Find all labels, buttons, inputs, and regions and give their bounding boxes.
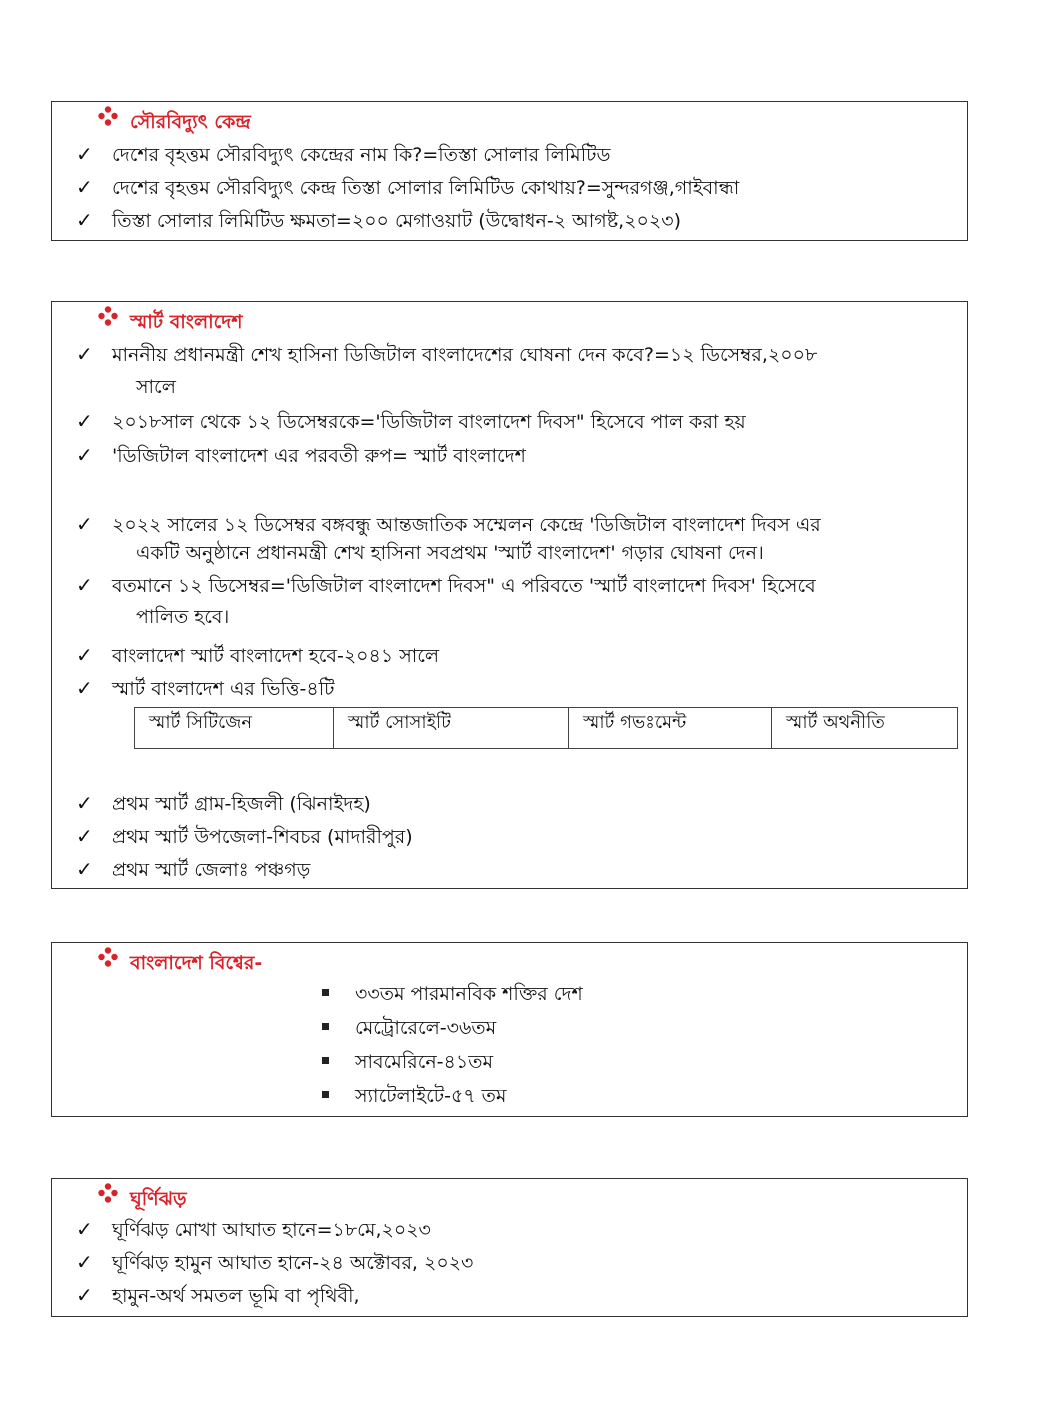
section-solar	[51, 101, 968, 241]
item-text: দেশের বৃহত্তম সৌরবিদ্যুৎ কেন্দ্র তিস্তা সোলার লিমিটিড কোথায়?=সুন্দরগঞ্জ,গাইবান্ধা	[112, 177, 740, 199]
list-item	[76, 821, 413, 852]
item-text: স্যাটেলাইটে-৫৭ তম	[355, 1085, 507, 1107]
item-text: ২০১৮সাল থেকে ১২ ডিসেম্বরকে='ডিজিটাল বাংলাদেশ দিবস" হিসেবে পাল করা হয়	[112, 411, 746, 433]
list-item	[76, 406, 746, 437]
checkmark-icon: ✓	[76, 1217, 93, 1241]
list-item	[76, 673, 335, 704]
item-text: ঘূর্ণিঝড় হামুন আঘাত হানে-২৪ অক্টোবর, ২০২৩	[112, 1252, 474, 1274]
checkmark-icon: ✓	[76, 175, 93, 199]
item-continuation: একটি অনুষ্ঠানে প্রধানমন্ত্রী শেখ হাসিনা সবপ্রথম 'স্মার্ট বাংলাদেশ' গড়ার ঘোষনা দেন।	[136, 542, 764, 564]
item-text: মাননীয় প্রধানমন্ত্রী শেখ হাসিনা ডিজিটাল বাংলাদেশের ঘোষনা দেন কবে?=১২ ডিসেম্বর,২০০৮	[112, 344, 818, 366]
checkmark-icon: ✓	[76, 1283, 93, 1307]
item-text: সাবমেরিনে-৪১তম	[355, 1051, 494, 1073]
square-bullet-icon	[322, 1091, 329, 1098]
checkmark-icon: ✓	[76, 857, 93, 881]
table-cell: স্মার্ট অথনীতি	[772, 708, 958, 749]
section-heading	[98, 1185, 187, 1211]
checkmark-icon: ✓	[76, 676, 93, 700]
heading-text: স্মার্ট বাংলাদেশ	[130, 311, 243, 333]
item-text: 'ডিজিটাল বাংলাদেশ এর পরবতী রুপ= স্মার্ট বাংলাদেশ	[112, 445, 526, 467]
item-text: ৩৩তম পারমানবিক শক্তির দেশ	[355, 983, 583, 1005]
item-text: হামুন-অর্থ সমতল ভূমি বা পৃথিবী,	[112, 1285, 360, 1307]
table-row	[135, 708, 958, 749]
list-item	[76, 854, 310, 885]
checkmark-icon: ✓	[76, 342, 93, 366]
checkmark-icon: ✓	[76, 791, 93, 815]
diamond-dots-icon	[98, 106, 118, 126]
checkmark-icon: ✓	[76, 824, 93, 848]
checkmark-icon: ✓	[76, 409, 93, 433]
diamond-dots-icon	[98, 1183, 118, 1203]
list-item	[76, 570, 816, 601]
item-text: ২০২২ সালের ১২ ডিসেম্বর বঙ্গবন্ধু আন্তজাতিক সম্মেলন কেন্দ্রে 'ডিজিটাল বাংলাদেশ দিবস এর	[112, 514, 821, 536]
list-item	[76, 1214, 431, 1245]
checkmark-icon: ✓	[76, 142, 93, 166]
pillars-table	[134, 707, 958, 749]
list-item	[76, 440, 526, 471]
section-cyclone	[51, 1178, 968, 1317]
item-text: বতমানে ১২ ডিসেম্বর='ডিজিটাল বাংলাদেশ দিবস" এ পরিবতে 'স্মার্ট বাংলাদেশ দিবস' হিসেবে	[112, 575, 816, 597]
list-item	[76, 640, 439, 671]
heading-text: সৌরবিদ্যুৎ কেন্দ্র	[130, 111, 251, 133]
item-text: তিস্তা সোলার লিমিটিড ক্ষমতা=২০০ মেগাওয়াট (উদ্বোধন-২ আগষ্ট,২০২৩)	[112, 210, 682, 232]
item-text: বাংলাদেশ স্মার্ট বাংলাদেশ হবে-২০৪১ সালে	[112, 645, 440, 667]
checkmark-icon: ✓	[76, 512, 93, 536]
list-item	[322, 1081, 506, 1111]
list-item	[76, 139, 611, 170]
item-text: প্রথম স্মার্ট গ্রাম-হিজলী (ঝিনাইদহ)	[112, 793, 371, 815]
list-item	[322, 1013, 496, 1043]
list-item	[322, 979, 583, 1009]
section-smart-bangladesh	[51, 301, 968, 889]
table-cell: স্মার্ট সোসাইটি	[334, 708, 569, 749]
section-heading	[98, 308, 243, 334]
heading-text: বাংলাদেশ বিশ্বের-	[130, 952, 263, 974]
table-cell: স্মার্ট সিটিজেন	[135, 708, 334, 749]
diamond-dots-icon	[98, 947, 118, 967]
checkmark-icon: ✓	[76, 1250, 93, 1274]
section-world-ranking	[51, 942, 968, 1117]
section-heading	[98, 949, 262, 975]
list-item	[76, 509, 821, 540]
checkmark-icon: ✓	[76, 573, 93, 597]
item-text: দেশের বৃহত্তম সৌরবিদ্যুৎ কেন্দ্রের নাম কি?=তিস্তা সোলার লিমিটিড	[112, 144, 611, 166]
square-bullet-icon	[322, 989, 329, 996]
checkmark-icon: ✓	[76, 208, 93, 232]
list-item	[322, 1047, 493, 1077]
square-bullet-icon	[322, 1057, 329, 1064]
item-text: মেট্রোরেলে-৩৬তম	[355, 1017, 497, 1039]
checkmark-icon: ✓	[76, 643, 93, 667]
item-text: প্রথম স্মার্ট উপজেলা-শিবচর (মাদারীপুর)	[112, 826, 413, 848]
square-bullet-icon	[322, 1023, 329, 1030]
table-cell: স্মার্ট গভঃমেন্ট	[569, 708, 772, 749]
heading-text: ঘূর্ণিঝড়	[130, 1188, 187, 1210]
section-heading	[98, 108, 251, 134]
list-item	[76, 1280, 360, 1311]
list-item	[76, 1247, 473, 1278]
diamond-dots-icon	[98, 306, 118, 326]
item-continuation: সালে	[136, 376, 176, 398]
checkmark-icon: ✓	[76, 443, 93, 467]
item-text: ঘূর্ণিঝড় মোখা আঘাত হানে=১৮মে,২০২৩	[112, 1219, 431, 1241]
list-item	[76, 172, 739, 203]
item-text: প্রথম স্মার্ট জেলাঃ পঞ্চগড়	[112, 859, 311, 881]
item-continuation: পালিত হবে।	[136, 606, 230, 628]
item-text: স্মার্ট বাংলাদেশ এর ভিত্তি-৪টি	[112, 678, 335, 700]
list-item	[76, 788, 371, 819]
list-item	[76, 205, 681, 236]
list-item	[76, 339, 817, 370]
